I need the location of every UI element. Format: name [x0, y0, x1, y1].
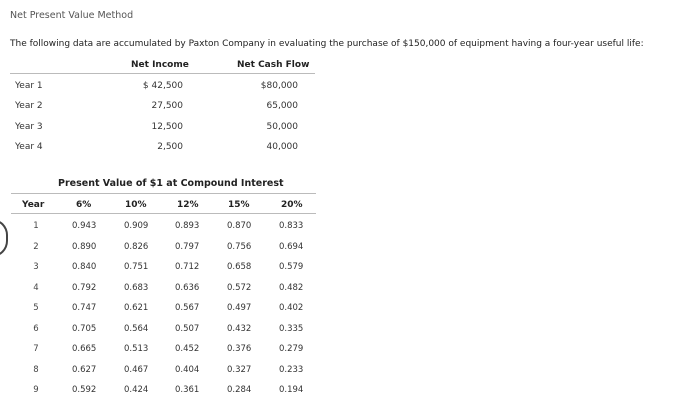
cash-row-net-income: 2,500 [157, 142, 183, 152]
pv-cell: 0.284 [227, 385, 252, 395]
pv-header-6: 6% [76, 200, 92, 210]
pv-cell: 0.564 [124, 323, 149, 334]
pv-row-year: 1 [33, 221, 39, 231]
pv-cell: 0.658 [227, 262, 252, 272]
pv-cell: 0.497 [227, 303, 252, 313]
pv-cell: 0.327 [227, 364, 252, 375]
pv-cell: 0.833 [279, 221, 304, 231]
pv-cell: 0.665 [72, 344, 97, 354]
pv-cell: 0.705 [72, 323, 97, 334]
pv-cell: 0.826 [124, 241, 149, 252]
pv-cell: 0.792 [72, 282, 97, 293]
pv-cell: 0.621 [124, 303, 149, 313]
cash-table-divider [10, 73, 315, 74]
pv-cell: 0.747 [72, 303, 97, 313]
pv-row-year: 8 [33, 364, 39, 375]
pv-cell: 0.797 [175, 241, 200, 252]
cash-row-label: Year 2 [15, 101, 43, 111]
pv-header-15: 15% [228, 200, 250, 210]
cash-row-net-income: $ 42,500 [142, 81, 183, 91]
side-bracket-icon [0, 219, 8, 257]
pv-row-year: 9 [33, 385, 39, 395]
pv-cell: 0.513 [124, 344, 149, 354]
pv-cell: 0.482 [279, 282, 304, 293]
pv-cell: 0.335 [279, 323, 304, 334]
cash-row-net-cash-flow: 65,000 [266, 101, 298, 111]
intro-text: The following data are accumulated by Paxton Company in evaluating the purchase of $150,000 of equipment having a four-year useful life: [10, 39, 644, 49]
pv-cell: 0.376 [227, 344, 252, 354]
cash-row-net-cash-flow: 50,000 [266, 122, 298, 132]
pv-row-year: 7 [33, 344, 39, 354]
pv-cell: 0.507 [175, 323, 200, 334]
pv-cell: 0.572 [227, 282, 252, 293]
pv-cell: 0.712 [175, 262, 200, 272]
pv-cell: 0.404 [175, 364, 200, 375]
pv-table-top-divider [11, 193, 316, 194]
cash-row-net-cash-flow: $80,000 [260, 81, 298, 91]
pv-cell: 0.579 [279, 262, 304, 272]
pv-cell: 0.194 [279, 385, 304, 395]
pv-cell: 0.943 [72, 221, 97, 231]
pv-header-20: 20% [281, 200, 303, 210]
pv-row-year: 5 [33, 303, 39, 313]
pv-cell: 0.636 [175, 282, 200, 293]
pv-cell: 0.279 [279, 344, 304, 354]
cash-row-net-cash-flow: 40,000 [266, 142, 298, 152]
cash-row-label: Year 1 [15, 81, 43, 91]
cash-row-net-income: 12,500 [151, 122, 183, 132]
pv-header-12: 12% [177, 200, 199, 210]
pv-table-title: Present Value of $1 at Compound Interest [58, 178, 284, 189]
page-title: Net Present Value Method [10, 10, 134, 21]
pv-cell: 0.893 [175, 221, 200, 231]
pv-cell: 0.627 [72, 364, 97, 375]
cash-row-net-income: 27,500 [151, 101, 183, 111]
pv-cell: 0.467 [124, 364, 149, 375]
pv-cell: 0.909 [124, 221, 149, 231]
pv-cell: 0.402 [279, 303, 304, 313]
pv-cell: 0.361 [175, 385, 200, 395]
pv-cell: 0.890 [72, 241, 97, 252]
pv-cell: 0.870 [227, 221, 252, 231]
pv-cell: 0.840 [72, 262, 97, 272]
pv-row-year: 6 [33, 323, 39, 334]
pv-cell: 0.424 [124, 385, 149, 395]
pv-cell: 0.694 [279, 241, 304, 252]
pv-row-year: 2 [33, 241, 39, 252]
pv-table-header-divider [11, 213, 316, 214]
cash-row-label: Year 4 [15, 142, 43, 152]
pv-header-10: 10% [125, 200, 147, 210]
pv-cell: 0.432 [227, 323, 252, 334]
pv-row-year: 3 [33, 262, 39, 272]
pv-cell: 0.751 [124, 262, 149, 272]
pv-cell: 0.683 [124, 282, 149, 293]
net-income-header: Net Income [131, 60, 189, 70]
pv-cell: 0.567 [175, 303, 200, 313]
net-cash-flow-header: Net Cash Flow [237, 60, 310, 70]
pv-header-year: Year [22, 200, 45, 210]
pv-cell: 0.452 [175, 344, 200, 354]
pv-cell: 0.756 [227, 241, 252, 252]
cash-row-label: Year 3 [15, 122, 43, 132]
pv-cell: 0.233 [279, 364, 304, 375]
pv-cell: 0.592 [72, 385, 97, 395]
pv-row-year: 4 [33, 282, 39, 293]
